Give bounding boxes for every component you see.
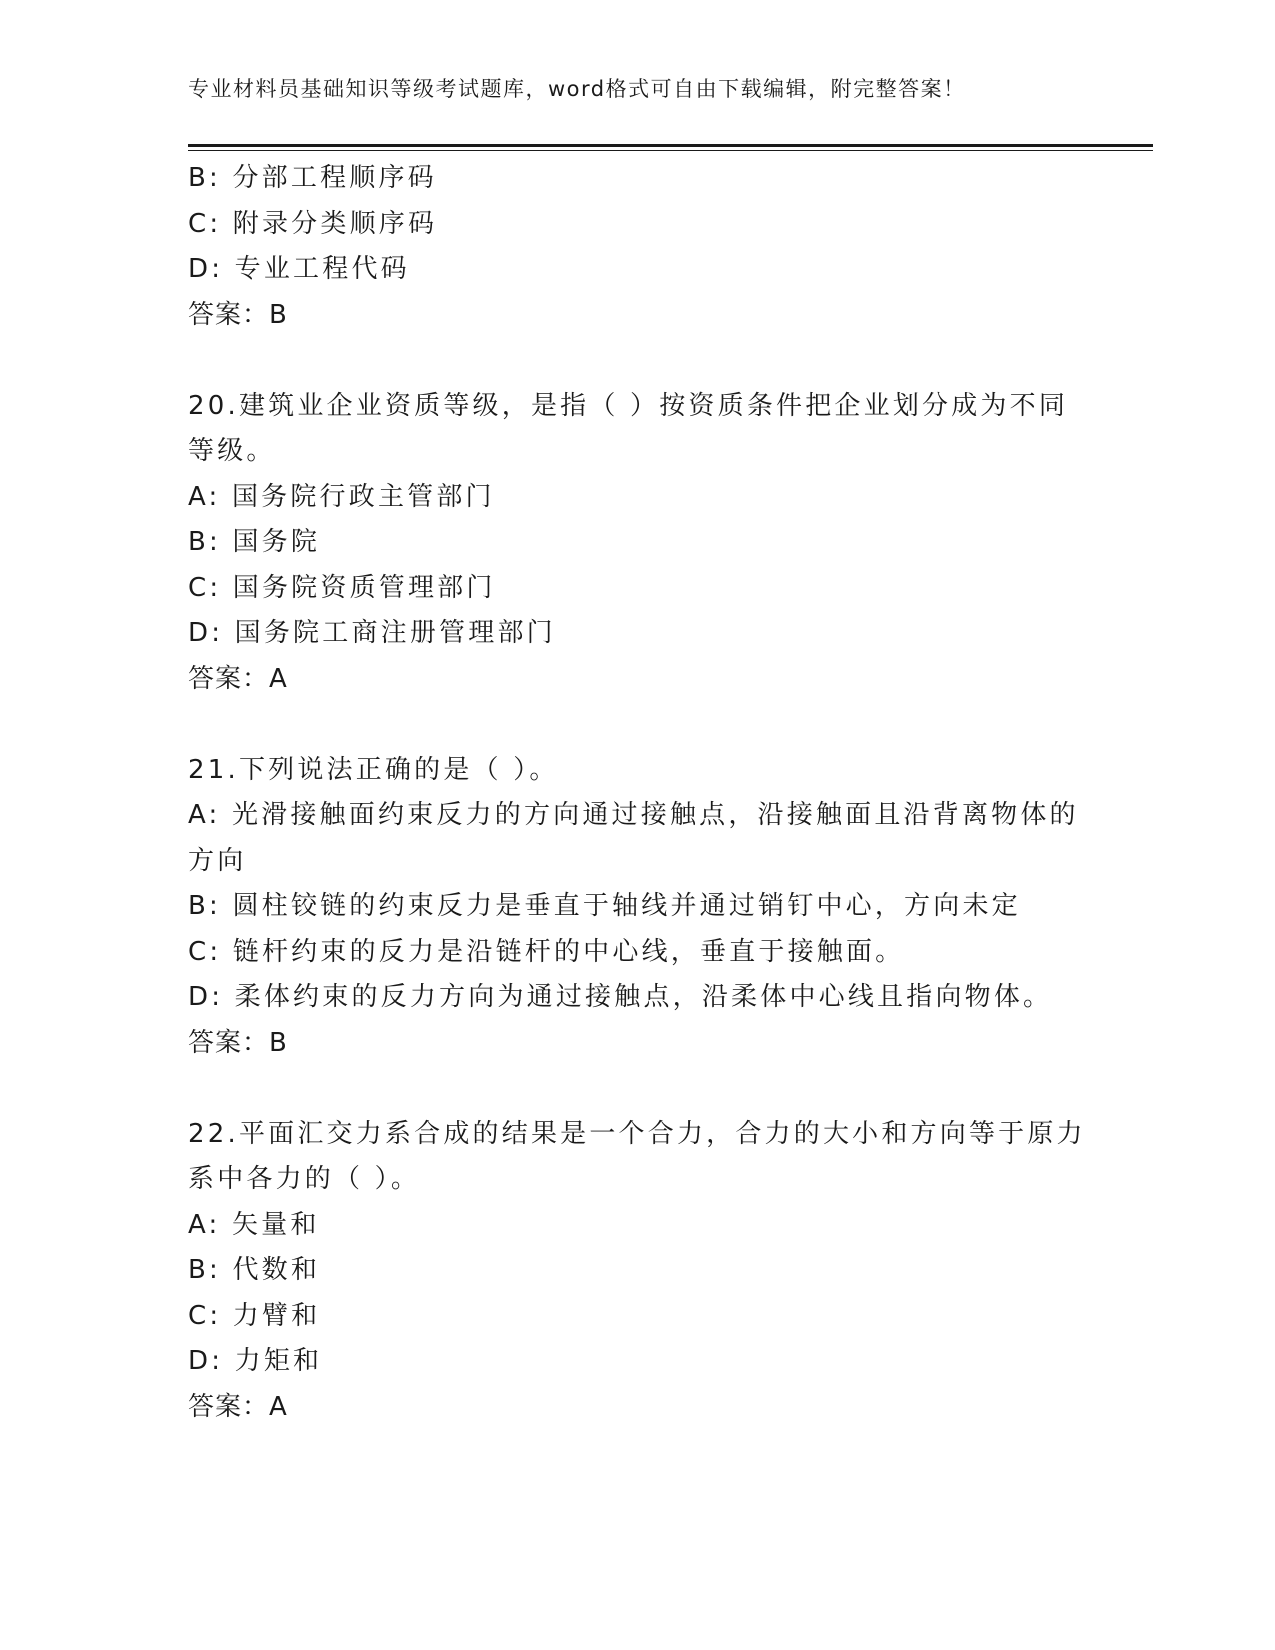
option-a: A: 矢量和 xyxy=(188,1209,320,1240)
page-header: 专业材料员基础知识等级考试题库，word格式可自由下载编辑，附完整答案！ xyxy=(188,77,966,101)
answer-line: 答案：A xyxy=(188,1391,288,1422)
question-block xyxy=(188,384,1088,703)
question-text-continued: 等级。 xyxy=(188,436,276,466)
question-block xyxy=(188,1112,1088,1431)
option-c: C: 国务院资质管理部门 xyxy=(188,572,496,603)
header-rule-thin xyxy=(188,150,1153,151)
option-b: B: 国务院 xyxy=(188,527,321,557)
block-spacer xyxy=(188,702,1088,748)
question-block xyxy=(188,748,1088,1067)
block-spacer xyxy=(188,1066,1088,1112)
header-rule-thick xyxy=(188,144,1153,147)
option-a-continued: 方向 xyxy=(188,845,247,876)
option-b: B: 圆柱铰链的约束反力是垂直于轴线并通过销钉中心，方向未定 xyxy=(188,891,1021,921)
option-d: D: 力矩和 xyxy=(188,1346,323,1376)
question-text: 20.建筑业企业资质等级，是指（ ）按资质条件把企业划分成为不同 xyxy=(188,390,1069,421)
option-b: B: 分部工程顺序码 xyxy=(188,163,437,193)
option-c: C: 附录分类顺序码 xyxy=(188,208,438,239)
question-content xyxy=(188,156,1088,1430)
question-text: 21.下列说法正确的是（ ）。 xyxy=(188,754,559,785)
option-a: A: 国务院行政主管部门 xyxy=(188,481,495,512)
question-text: 22.平面汇交力系合成的结果是一个合力，合力的大小和方向等于原力 xyxy=(188,1118,1086,1149)
answer-line: 答案：A xyxy=(188,663,288,694)
option-b: B: 代数和 xyxy=(188,1255,321,1285)
question-text-continued: 系中各力的（ ）。 xyxy=(188,1164,421,1194)
answer-line: 答案：B xyxy=(188,299,288,330)
option-d: D: 柔体约束的反力方向为通过接触点，沿柔体中心线且指向物体。 xyxy=(188,982,1053,1012)
question-block xyxy=(188,156,1088,338)
block-spacer xyxy=(188,338,1088,384)
option-d: D: 国务院工商注册管理部门 xyxy=(188,618,556,648)
option-d: D: 专业工程代码 xyxy=(188,254,410,284)
option-c: C: 力臂和 xyxy=(188,1300,321,1331)
answer-line: 答案：B xyxy=(188,1027,288,1058)
option-a: A: 光滑接触面约束反力的方向通过接触点，沿接触面且沿背离物体的 xyxy=(188,800,1079,830)
option-c: C: 链杆约束的反力是沿链杆的中心线，垂直于接触面。 xyxy=(188,936,905,967)
